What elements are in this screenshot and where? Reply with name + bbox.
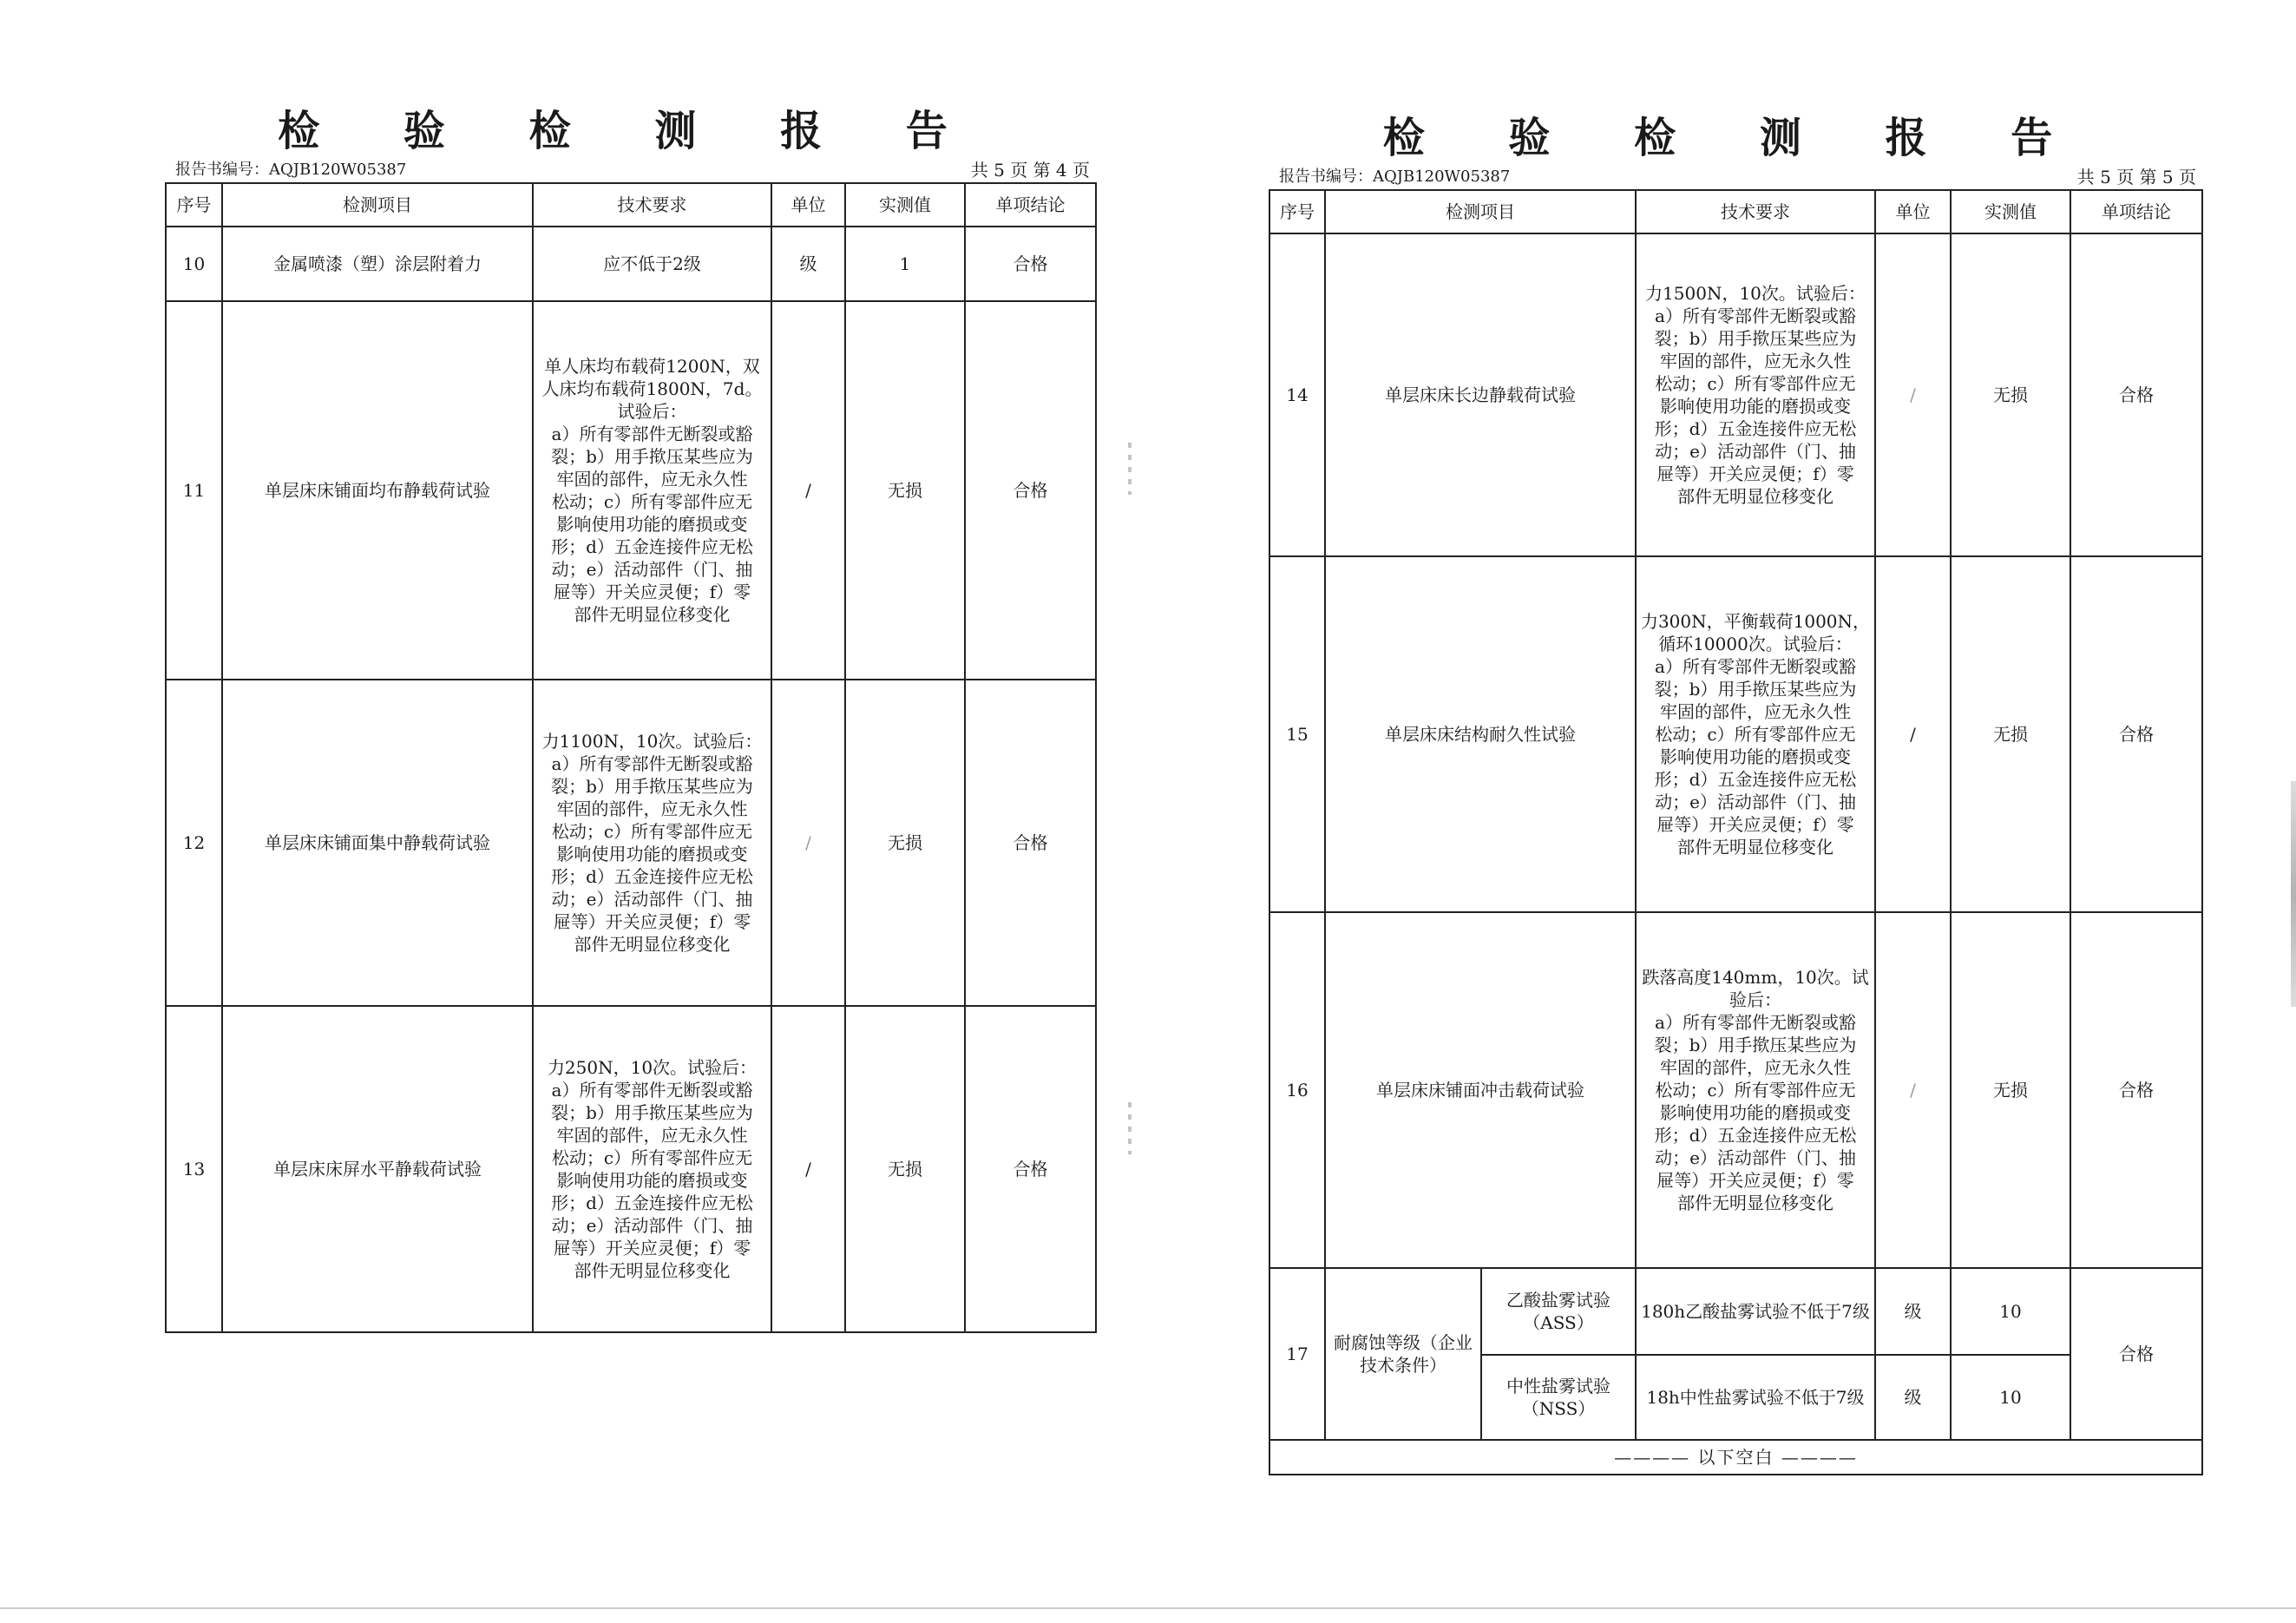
- req-line: 验后：: [1729, 989, 1781, 1010]
- req-line: 裂；b）用手揿压某些应为: [1654, 328, 1857, 349]
- page-title: 检 验 检 测 报 告: [1382, 114, 2088, 162]
- req-line: 屉等）开关应灵便；f）零: [1656, 463, 1854, 484]
- blank-note-row: [1269, 1440, 2202, 1475]
- row-value: 无损: [1951, 233, 2070, 556]
- req-line: 裂；b）用手揿压某些应为: [551, 776, 753, 797]
- row-unit: /: [1875, 912, 1951, 1268]
- row-result: 合格: [965, 680, 1096, 1006]
- req-line: 牢固的部件，应无永久性: [1660, 701, 1851, 722]
- req-line: 松动；c）所有零部件应无: [551, 491, 753, 512]
- req-line: 形；d）五金连接件应无松: [1654, 769, 1857, 790]
- row-no: 14: [1269, 233, 1325, 556]
- row-result: 合格: [965, 1006, 1096, 1332]
- req-line: 动；e）活动部件（门、抽: [1655, 441, 1856, 462]
- req-line: 影响使用功能的磨损或变: [556, 514, 748, 535]
- report-page-4: [165, 104, 1095, 1333]
- req-line: 松动；c）所有零部件应无: [1655, 373, 1856, 394]
- req-line: 牢固的部件，应无永久性: [1660, 351, 1851, 371]
- req-line: 形；d）五金连接件应无松: [551, 536, 753, 557]
- req-line: 动；e）活动部件（门、抽: [1655, 792, 1856, 812]
- req-line: 试验后：: [617, 401, 687, 422]
- req-line: 裂；b）用手揿压某些应为: [1654, 1035, 1857, 1055]
- req-line: 应不低于2级: [603, 253, 701, 274]
- req-line: 人床均布载荷1800N，7d。: [541, 378, 763, 399]
- row-item: 单层床床铺面均布静载荷试验: [222, 301, 533, 680]
- table-row: [1269, 556, 2202, 912]
- row-item: 单层床床屏水平静载荷试验: [222, 1006, 533, 1332]
- scan-mark: [1128, 443, 1132, 495]
- req-line: 松动；c）所有零部件应无: [1655, 1080, 1856, 1101]
- header-no: 序号: [166, 183, 222, 227]
- row-value: 1: [845, 227, 965, 301]
- row-result: 合格: [965, 227, 1096, 301]
- row-result: 合格: [2070, 556, 2202, 912]
- req-line: 循环10000次。试验后：: [1658, 634, 1853, 654]
- row-item: 单层床床铺面冲击载荷试验: [1325, 912, 1636, 1268]
- row-requirement: [533, 1006, 771, 1332]
- table-row: [166, 680, 1096, 1006]
- req-line: 影响使用功能的磨损或变: [556, 844, 748, 864]
- page-info: 共 5 页 第 5 页: [2076, 167, 2196, 187]
- req-line: a）所有零部件无断裂或豁: [1655, 1012, 1856, 1033]
- report-number: 报告书编号：AQJB120W05387: [1279, 168, 1511, 186]
- scan-bottom-edge: [0, 1607, 2296, 1609]
- req-line: 力250N，10次。试验后：: [547, 1057, 758, 1078]
- row-item: 单层床床铺面集中静载荷试验: [222, 680, 533, 1006]
- row-unit: /: [1875, 233, 1951, 556]
- req-line: 影响使用功能的磨损或变: [556, 1170, 748, 1191]
- req-line: a）所有零部件无断裂或豁: [551, 753, 753, 774]
- report-number: 报告书编号：AQJB120W05387: [175, 161, 407, 179]
- header-unit: 单位: [771, 183, 845, 227]
- row-value: 无损: [1951, 556, 2070, 912]
- req-line: a）所有零部件无断裂或豁: [551, 1080, 753, 1101]
- header-unit: 单位: [1875, 190, 1951, 233]
- req-line: 部件无明显位移变化: [574, 604, 731, 625]
- blank-note: ———— 以下空白 ————: [1269, 1440, 2202, 1475]
- row-unit: /: [771, 301, 845, 680]
- req-line: 牢固的部件，应无永久性: [556, 798, 748, 819]
- req-line: a）所有零部件无断裂或豁: [1655, 656, 1856, 677]
- req-line: a）所有零部件无断裂或豁: [1655, 306, 1856, 326]
- row-item: 单层床床长边静载荷试验: [1325, 233, 1636, 556]
- row-unit: 级: [1875, 1268, 1951, 1355]
- header-result: 单项结论: [965, 183, 1096, 227]
- req-line: 牢固的部件，应无永久性: [556, 1125, 748, 1146]
- row-no: 11: [166, 301, 222, 680]
- req-line: 形；d）五金连接件应无松: [1654, 1125, 1857, 1146]
- row-value: 无损: [1951, 912, 2070, 1268]
- row-unit: /: [1875, 556, 1951, 912]
- req-line: 牢固的部件，应无永久性: [556, 469, 748, 490]
- req-line: 动；e）活动部件（门、抽: [551, 889, 753, 910]
- req-line: 部件无明显位移变化: [574, 934, 731, 955]
- row-value: 无损: [845, 301, 965, 680]
- req-line: 部件无明显位移变化: [1677, 486, 1834, 507]
- scan-edge: [2291, 781, 2296, 1007]
- row-item: 耐腐蚀等级（企业技术条件）: [1325, 1268, 1481, 1440]
- row-requirement: [1636, 912, 1875, 1268]
- table-header-row: [166, 183, 1096, 227]
- req-line: 牢固的部件，应无永久性: [1660, 1057, 1851, 1078]
- req-line: 屉等）开关应灵便；f）零: [553, 1238, 751, 1258]
- scan-mark: [1128, 1102, 1132, 1154]
- row-no: 15: [1269, 556, 1325, 912]
- row-requirement: 180h乙酸盐雾试验不低于7级: [1636, 1268, 1875, 1355]
- row-unit: 级: [771, 227, 845, 301]
- header-no: 序号: [1269, 190, 1325, 233]
- header-item: 检测项目: [1325, 190, 1636, 233]
- row-value: 10: [1951, 1355, 2070, 1440]
- row-result: 合格: [965, 301, 1096, 680]
- req-line: 形；d）五金连接件应无松: [551, 866, 753, 887]
- req-line: 裂；b）用手揿压某些应为: [1654, 679, 1857, 700]
- row-requirement: [533, 680, 771, 1006]
- row-value: 无损: [845, 1006, 965, 1332]
- table-row: [166, 301, 1096, 680]
- row-no: 10: [166, 227, 222, 301]
- table-row: [1269, 912, 2202, 1268]
- table-row: [1269, 1268, 2202, 1355]
- report-page-5: [1269, 111, 2201, 1475]
- row-item: 单层床床结构耐久性试验: [1325, 556, 1636, 912]
- row-unit: /: [771, 1006, 845, 1332]
- row-value: 10: [1951, 1268, 2070, 1355]
- row-result: 合格: [2070, 912, 2202, 1268]
- req-line: 动；e）活动部件（门、抽: [1655, 1147, 1856, 1168]
- header-result: 单项结论: [2070, 190, 2202, 233]
- req-line: 单人床均布载荷1200N，双: [544, 356, 760, 377]
- row-requirement: 18h中性盐雾试验不低于7级: [1636, 1355, 1875, 1440]
- req-line: 部件无明显位移变化: [574, 1260, 731, 1281]
- meta-row: [1269, 165, 2201, 189]
- page-title: 检 验 检 测 报 告: [278, 107, 982, 155]
- row-no: 13: [166, 1006, 222, 1332]
- req-line: 力300N，平衡载荷1000N，: [1640, 611, 1871, 632]
- req-line: 裂；b）用手揿压某些应为: [551, 446, 753, 467]
- req-line: 裂；b）用手揿压某些应为: [551, 1102, 753, 1123]
- row-requirement: [1636, 556, 1875, 912]
- meta-row: [165, 158, 1095, 182]
- table-row: [1269, 233, 2202, 556]
- req-line: 松动；c）所有零部件应无: [551, 821, 753, 842]
- row-no: 16: [1269, 912, 1325, 1268]
- req-line: 影响使用功能的磨损或变: [1660, 746, 1851, 767]
- req-line: 屉等）开关应灵便；f）零: [1656, 1170, 1854, 1191]
- row-result: 合格: [2070, 1268, 2202, 1440]
- row-unit: 级: [1875, 1355, 1951, 1440]
- row-requirement: [533, 301, 771, 680]
- req-line: 松动；c）所有零部件应无: [1655, 724, 1856, 745]
- req-line: 影响使用功能的磨损或变: [1660, 1102, 1851, 1123]
- row-requirement: [533, 227, 771, 301]
- req-line: 动；e）活动部件（门、抽: [551, 1215, 753, 1236]
- req-line: 部件无明显位移变化: [1677, 1193, 1834, 1213]
- table-row: [166, 227, 1096, 301]
- row-item: 金属喷漆（塑）涂层附着力: [222, 227, 533, 301]
- row-requirement: [1636, 233, 1875, 556]
- req-line: 跌落高度140mm，10次。试: [1642, 967, 1869, 988]
- header-item: 检测项目: [222, 183, 533, 227]
- page-info: 共 5 页 第 4 页: [970, 160, 1090, 181]
- sub-item-name: 乙酸盐雾试验（ASS）: [1481, 1268, 1636, 1355]
- header-requirement: 技术要求: [1636, 190, 1875, 233]
- inspection-table: [1269, 189, 2203, 1475]
- req-line: 形；d）五金连接件应无松: [1654, 418, 1857, 439]
- header-value: 实测值: [845, 183, 965, 227]
- row-result: 合格: [2070, 233, 2202, 556]
- req-line: 影响使用功能的磨损或变: [1660, 396, 1851, 417]
- req-line: 动；e）活动部件（门、抽: [551, 559, 753, 580]
- req-line: 屉等）开关应灵便；f）零: [553, 582, 751, 602]
- req-line: 屉等）开关应灵便；f）零: [1656, 814, 1854, 835]
- sub-item-name: 中性盐雾试验（NSS）: [1481, 1355, 1636, 1440]
- req-line: 屉等）开关应灵便；f）零: [553, 911, 751, 932]
- table-header-row: [1269, 190, 2202, 233]
- req-line: 力1500N，10次。试验后：: [1645, 283, 1866, 304]
- row-no: 17: [1269, 1268, 1325, 1440]
- inspection-table: [165, 182, 1097, 1333]
- req-line: 形；d）五金连接件应无松: [551, 1193, 753, 1213]
- row-no: 12: [166, 680, 222, 1006]
- req-line: a）所有零部件无断裂或豁: [551, 424, 753, 444]
- req-line: 力1100N，10次。试验后：: [541, 731, 763, 752]
- table-row: [166, 1006, 1096, 1332]
- header-value: 实测值: [1951, 190, 2070, 233]
- req-line: 部件无明显位移变化: [1677, 837, 1834, 857]
- req-line: 松动；c）所有零部件应无: [551, 1147, 753, 1168]
- row-value: 无损: [845, 680, 965, 1006]
- row-unit: /: [771, 680, 845, 1006]
- header-requirement: 技术要求: [533, 183, 771, 227]
